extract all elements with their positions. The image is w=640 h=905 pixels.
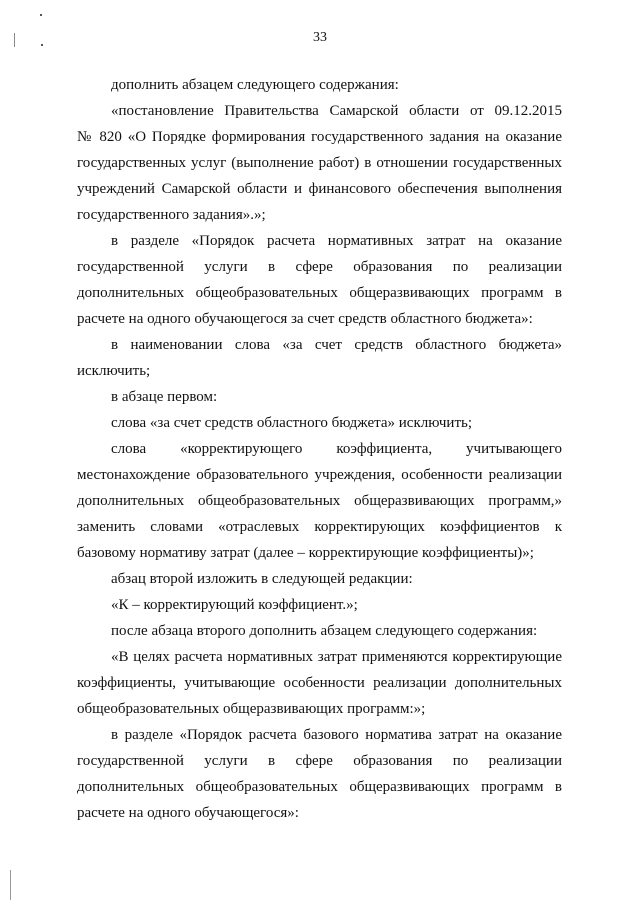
text-line: коэффициенты, учитывающие особенности реализации дополнительных <box>77 675 562 691</box>
text-line: абзац второй изложить в следующей редакции: <box>111 571 413 587</box>
text-line: расчете на одного обучающегося за счет средств областного бюджета»: <box>77 311 533 327</box>
text-line: базовому нормативу затрат (далее – корректирующие коэффициенты)»; <box>77 545 534 561</box>
text-line: № 820 «О Порядке формирования государственного задания на оказание <box>77 129 562 145</box>
text-line: дополнительных общеобразовательных общеразвивающих программ,» <box>77 493 562 509</box>
text-line: «постановление Правительства Самарской области от 09.12.2015 <box>111 103 562 119</box>
text-line: «К – корректирующий коэффициент.»; <box>111 597 358 613</box>
text-line: в разделе «Порядок расчета базового норматива затрат на оказание <box>111 727 562 743</box>
scan-mark <box>40 14 42 16</box>
text-line: государственного задания».»; <box>77 207 266 223</box>
text-line: слова «корректирующего коэффициента, учитывающего <box>111 441 562 457</box>
text-line: местонахождение образовательного учреждения, особенности реализации <box>77 467 562 483</box>
text-line: в разделе «Порядок расчета нормативных затрат на оказание <box>111 233 562 249</box>
text-line: государственных услуг (выполнение работ) в отношении государственных <box>77 155 562 171</box>
page-number: 33 <box>313 30 327 45</box>
text-line: дополнительных общеобразовательных общеразвивающих программ в <box>77 285 562 301</box>
text-line: в абзаце первом: <box>111 389 218 405</box>
scan-mark <box>10 870 11 900</box>
text-line: дополнительных общеобразовательных общеразвивающих программ в <box>77 779 562 795</box>
text-line: после абзаца второго дополнить абзацем следующего содержания: <box>111 623 538 639</box>
text-line: общеобразовательных общеразвивающих программ:»; <box>77 701 426 717</box>
text-line: расчете на одного обучающегося»: <box>77 805 299 821</box>
text-line: «В целях расчета нормативных затрат применяются корректирующие <box>111 649 562 665</box>
text-line: в наименовании слова «за счет средств областного бюджета» <box>111 337 562 353</box>
text-line: учреждений Самарской области и финансового обеспечения выполнения <box>77 181 562 197</box>
text-line: заменить словами «отраслевых корректирующих коэффициентов к <box>77 519 562 535</box>
text-line: слова «за счет средств областного бюджета» исключить; <box>111 415 473 431</box>
text-line: государственной услуги в сфере образования по реализации <box>77 259 562 275</box>
text-line: государственной услуги в сфере образования по реализации <box>77 753 562 769</box>
text-line: дополнить абзацем следующего содержания: <box>111 77 399 93</box>
text-line: исключить; <box>77 363 151 379</box>
